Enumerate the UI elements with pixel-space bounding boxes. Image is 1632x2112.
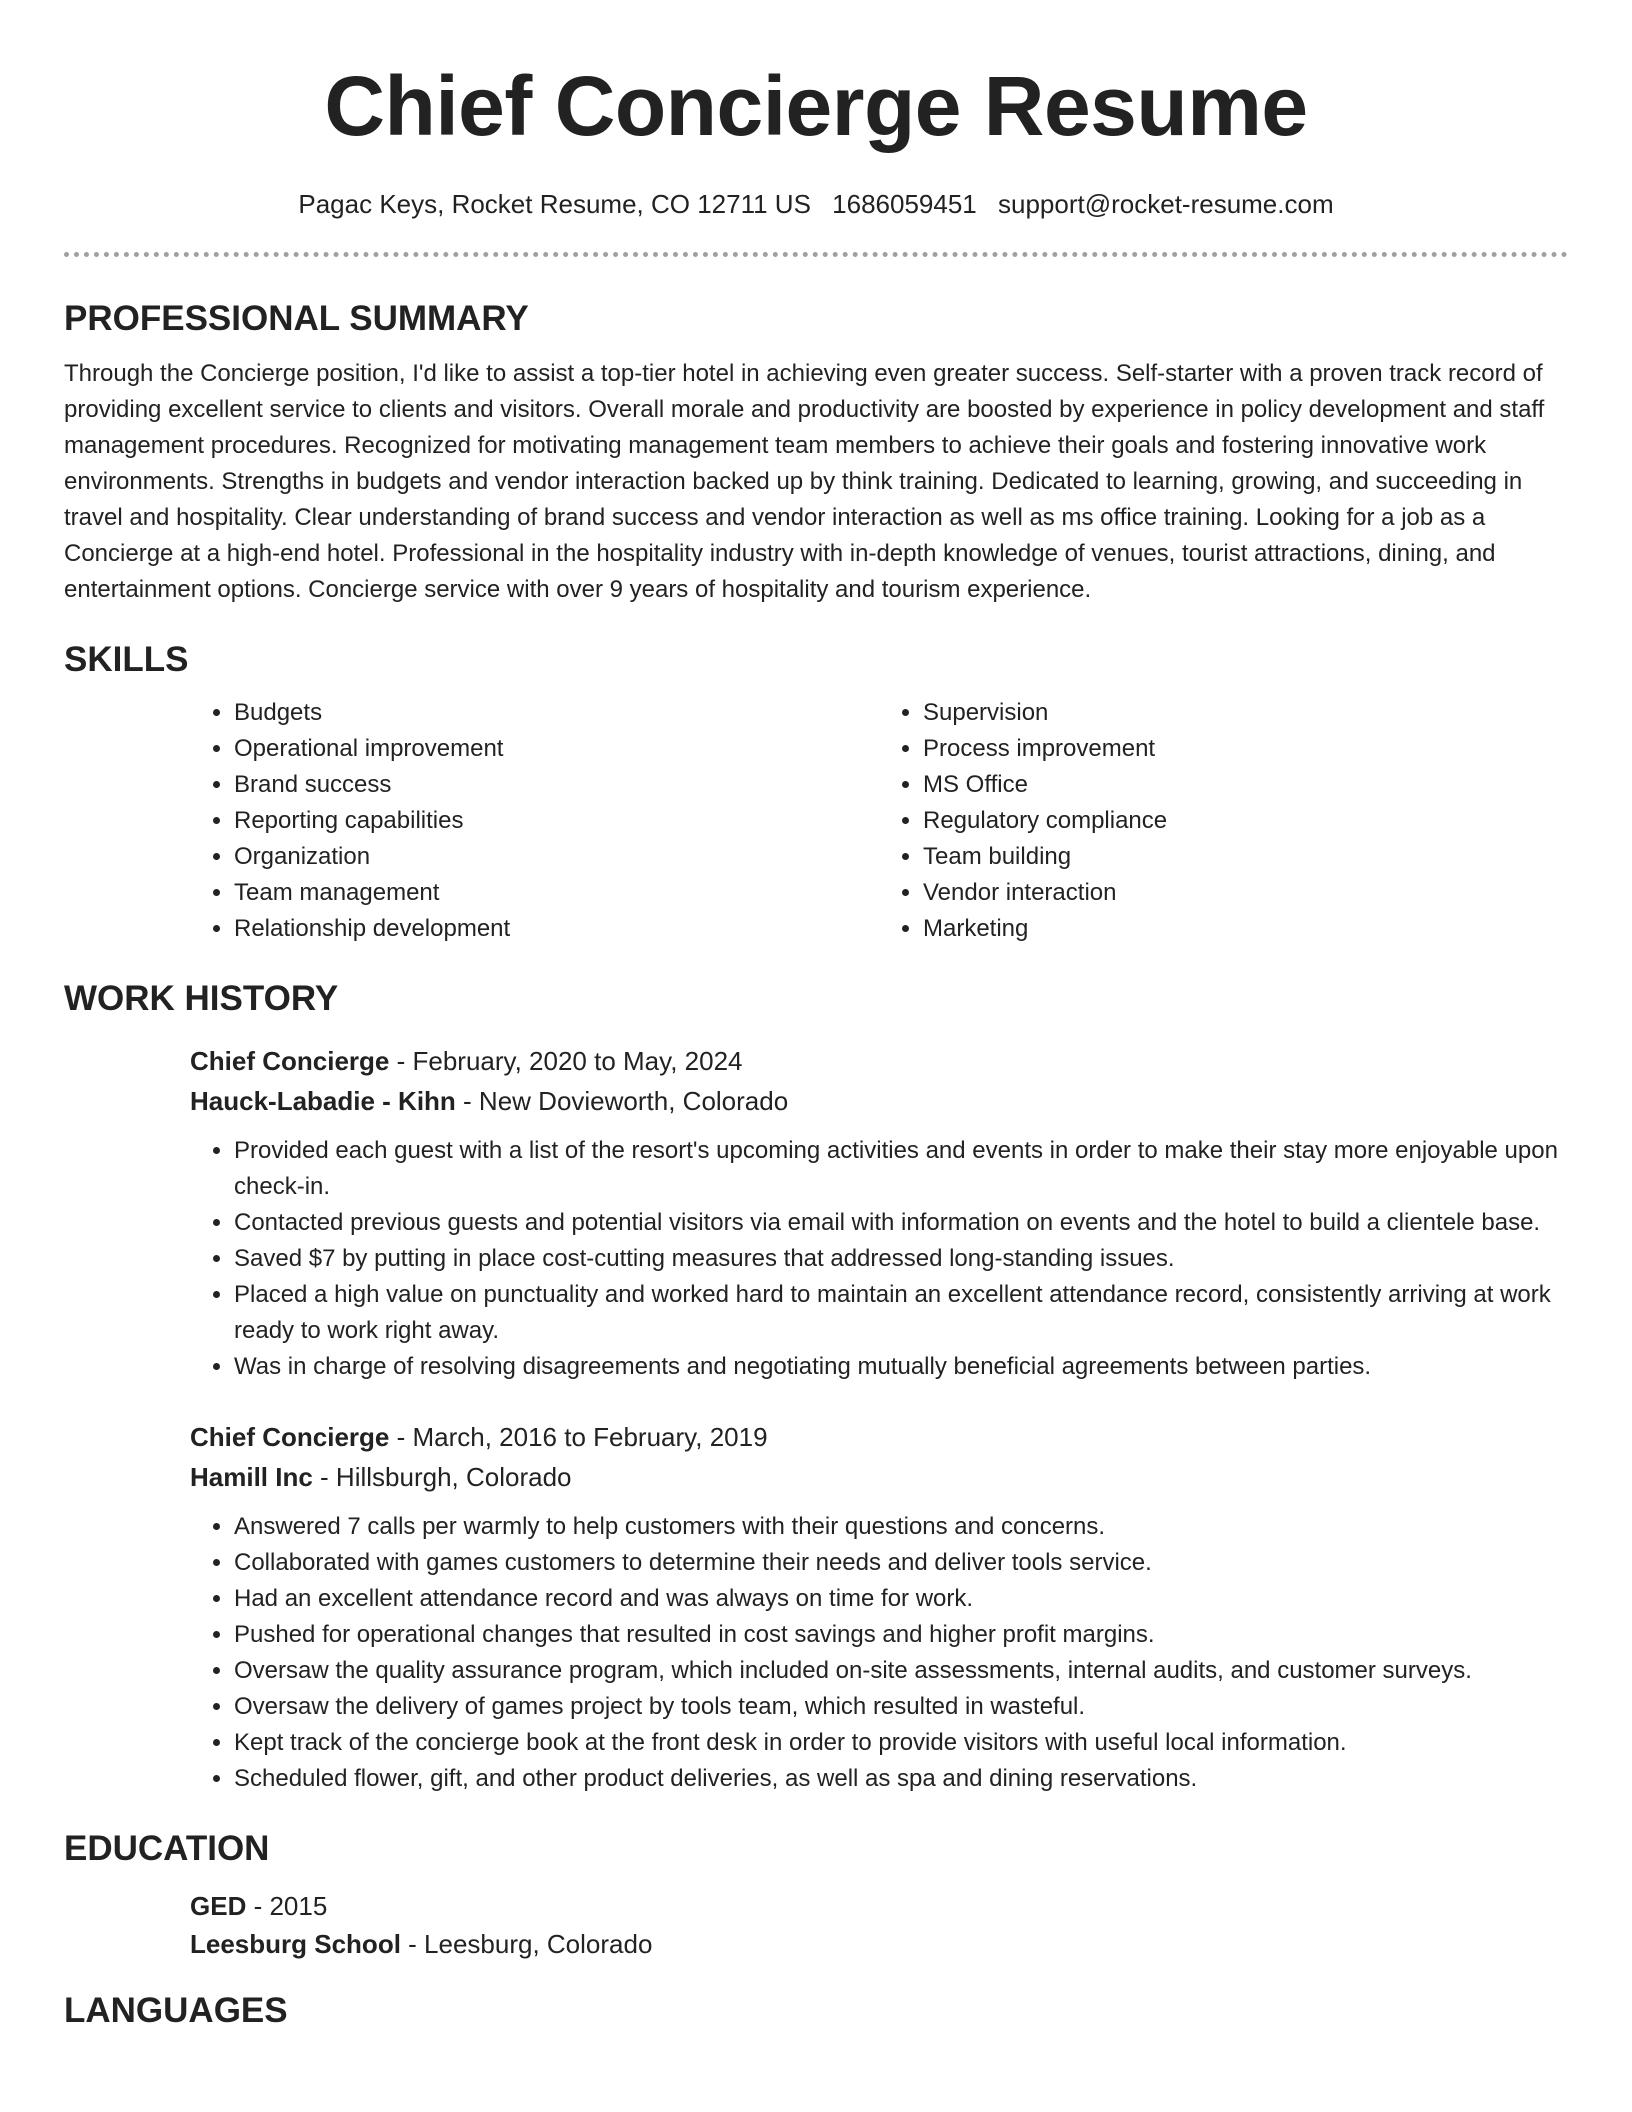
summary-heading: PROFESSIONAL SUMMARY [64, 299, 529, 338]
job-bullet: • Collaborated with games customers to determine their needs and deliver tools service. [234, 1545, 1568, 1581]
skill-item: • Relationship development [234, 911, 879, 947]
skills-heading: SKILLS [64, 640, 189, 679]
job-bullet: • Pushed for operational changes that resulted in cost savings and higher profit margins. [234, 1617, 1568, 1653]
skill-item: • Brand success [234, 767, 879, 803]
education-school: Leesburg School [190, 1929, 401, 1959]
skills-column-right [879, 695, 1568, 947]
job-company-line [190, 1081, 1568, 1121]
job-company: Hamill Inc [190, 1462, 313, 1492]
contact-address: Pagac Keys, Rocket Resume, CO 12711 US [298, 189, 811, 219]
job-dates: - March, 2016 to February, 2019 [389, 1422, 768, 1452]
skill-item: • Marketing [923, 911, 1568, 947]
education-degree: GED [190, 1891, 247, 1921]
skills-column-left [190, 695, 879, 947]
skill-item: • Regulatory compliance [923, 803, 1568, 839]
skill-item: • Team building [923, 839, 1568, 875]
skill-item: • Team management [234, 875, 879, 911]
skill-item: • Vendor interaction [923, 875, 1568, 911]
skill-item: • Operational improvement [234, 731, 879, 767]
job-entry [190, 1417, 1568, 1797]
job-title: Chief Concierge [190, 1422, 390, 1452]
contact-email: support@rocket-resume.com [998, 189, 1334, 219]
education-degree-line [190, 1887, 1568, 1925]
job-bullet: • Oversaw the quality assurance program, which included on-site assessments, internal audits, and customer surveys. [234, 1653, 1568, 1689]
skill-item: • Process improvement [923, 731, 1568, 767]
work-heading: WORK HISTORY [64, 979, 339, 1018]
education-location: - Leesburg, Colorado [400, 1929, 653, 1959]
job-location: - New Dovieworth, Colorado [455, 1086, 789, 1116]
job-bullet: • Provided each guest with a list of the resort's upcoming activities and events in order to make their stay more enjoyable upon check-in. [234, 1133, 1568, 1205]
resume-title: Chief Concierge Resume [324, 59, 1308, 153]
job-bullet: • Kept track of the concierge book at the front desk in order to provide visitors with useful local information. [234, 1725, 1568, 1761]
job-title-line [190, 1041, 1568, 1081]
skill-item: • Supervision [923, 695, 1568, 731]
job-title: Chief Concierge [190, 1046, 390, 1076]
contact-line [64, 188, 1568, 220]
education-year: - 2015 [246, 1891, 328, 1921]
skills-list [190, 695, 1568, 947]
education-heading: EDUCATION [64, 1829, 270, 1868]
languages-heading: LANGUAGES [64, 1991, 288, 2030]
summary-text: Through the Concierge position, I'd like to assist a top-tier hotel in achieving even greater success. Self-starter with a proven track record of providing excellent service to clients and visitors. Overall morale and productivity are boosted by experience in policy development and staff management procedures. Recognized for motivating management team members to achieve their goals and fostering innovative work environments. Strengths in budgets and vendor interaction backed up by think training. Dedicated to learning, growing, and succeeding in travel and hospitality. Clear understanding of brand success and vendor interaction as well as ms office training. Looking for a job as a Concierge at a high-end hotel. Professional in the hospitality industry with in-depth knowledge of venues, tourist attractions, dining, and entertainment options. Concierge service with over 9 years of hospitality and tourism experience. [64, 360, 1545, 603]
job-company-line [190, 1457, 1568, 1497]
job-dates: - February, 2020 to May, 2024 [389, 1046, 743, 1076]
job-bullets [190, 1509, 1568, 1797]
education-school-line [190, 1925, 1568, 1963]
job-bullet: • Was in charge of resolving disagreements and negotiating mutually beneficial agreements between parties. [234, 1349, 1568, 1385]
skill-item: • MS Office [923, 767, 1568, 803]
job-bullets [190, 1133, 1568, 1385]
job-bullet: • Scheduled flower, gift, and other product deliveries, as well as spa and dining reservations. [234, 1761, 1568, 1797]
job-bullet: • Oversaw the delivery of games project by tools team, which resulted in wasteful. [234, 1689, 1568, 1725]
job-bullet: • Placed a high value on punctuality and worked hard to maintain an excellent attendance record, consistently arriving at work ready to work right away. [234, 1277, 1568, 1349]
education-entry [190, 1887, 1568, 1963]
job-bullet: • Saved $7 by putting in place cost-cutting measures that addressed long-standing issues. [234, 1241, 1568, 1277]
job-bullet: • Answered 7 calls per warmly to help customers with their questions and concerns. [234, 1509, 1568, 1545]
job-location: - Hillsburgh, Colorado [312, 1462, 572, 1492]
job-company: Hauck-Labadie - Kihn [190, 1086, 456, 1116]
job-bullet: • Contacted previous guests and potential visitors via email with information on events and the hotel to build a clientele base. [234, 1205, 1568, 1241]
skill-item: • Organization [234, 839, 879, 875]
job-entry [190, 1041, 1568, 1385]
skill-item: • Reporting capabilities [234, 803, 879, 839]
header-divider [64, 252, 1568, 257]
contact-phone: 1686059451 [832, 189, 977, 219]
job-bullet: • Had an excellent attendance record and was always on time for work. [234, 1581, 1568, 1617]
skill-item: • Budgets [234, 695, 879, 731]
job-title-line [190, 1417, 1568, 1457]
